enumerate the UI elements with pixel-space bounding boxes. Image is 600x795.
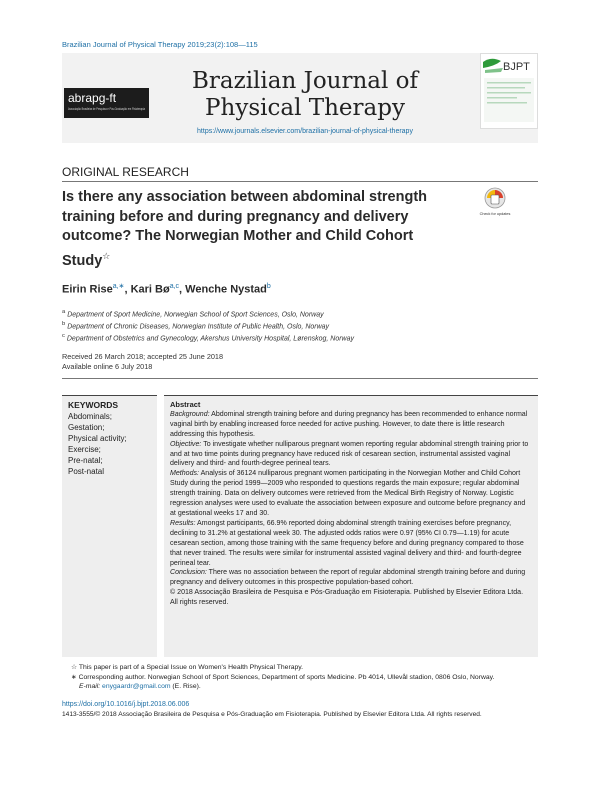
author-affiliation-mark[interactable]: a,c: [169, 283, 180, 290]
keyword-item: Pre-natal;: [68, 456, 103, 465]
abstract-panel: [164, 395, 538, 657]
affiliation-b: [62, 321, 329, 330]
abstract-heading: Abstract: [170, 400, 201, 409]
journal-cover-thumbnail: [480, 53, 538, 129]
keyword-item: Post-natal: [68, 467, 105, 476]
keyword-item: Physical activity;: [68, 434, 127, 443]
footnote-text: This paper is part of a Special Issue on Women's Health Physical Therapy.: [78, 664, 304, 671]
footnote-email: [62, 682, 538, 692]
affiliation-text: Department of Chronic Diseases, Norwegian Institute of Public Health, Oslo, Norway: [67, 323, 330, 331]
abstract-copyright: © 2018 Associação Brasileira de Pesquisa e Pós-Graduação em Fisioterapia. Published by Elsevier Editora Ltda. All rights reserved.: [170, 589, 524, 607]
author-name: Wenche Nystad: [185, 283, 267, 296]
publisher-logo: [64, 88, 149, 118]
author-name: Kari Bø: [130, 283, 170, 296]
footnote-mark: ☆: [71, 664, 78, 671]
journal-title-line1: Brazilian Journal of: [191, 68, 419, 94]
footnote-corresponding-author: [62, 673, 538, 683]
journal-url-link[interactable]: https://www.journals.elsevier.com/brazilian-journal-of-physical-therapy: [197, 128, 413, 135]
abstract-background: [170, 410, 532, 440]
abstract-label: Methods:: [170, 470, 199, 478]
journal-cover-image: [481, 54, 537, 128]
abstract-text: Analysis of 36124 nulliparous pregnant women participating in the Norwegian Mother and Child Cohort Study during the period 1999—2009 who responded to questions regards the main exposure; regular abdominal strength training. Data on delivery outcomes were retrieved from the Medical Birth Registry of Norway. Logistic regression analyses were used to evaluate the association between exposure and outcome before pregnancy and at gestational weeks 17 and 30.: [170, 470, 526, 517]
journal-citation: Brazilian Journal of Physical Therapy 2019;23(2):108—115: [62, 40, 258, 49]
abstract-objective: [170, 440, 532, 470]
abstract-label: Conclusion:: [170, 569, 207, 577]
email-label: E-mail:: [79, 683, 101, 691]
affiliation-key: a: [62, 309, 66, 315]
email-suffix: (E. Rise).: [172, 683, 201, 691]
author-name: Eirin Rise: [62, 283, 113, 296]
keywords-heading: KEYWORDS: [68, 400, 119, 410]
title-footnote-mark: ☆: [102, 250, 111, 261]
article-title-text: Is there any association between abdominal strength training before and during pregnancy and delivery outcome? The Norwegian Mother and Child Cohort Study: [62, 189, 428, 269]
abstract-text: Amongst participants, 66.9% reported doing abdominal strength training exercises before pregnancy, declining to 31.2% at gestational week 30. The adjusted odds ratios were 0.97 (95% CI 0.79—1.19) for acute cesarean section, among those training with the same frequency before and during pregnancy compared to those that never trained. The results were similar for instrumental assisted vaginal delivery and third- and fourth-degree perineal tear.: [170, 519, 524, 567]
journal-title-line2: Physical Therapy: [205, 95, 405, 121]
divider: [62, 378, 538, 379]
available-date: Available online 6 July 2018: [62, 362, 153, 371]
received-date: Received 26 March 2018; accepted 25 June 2018: [62, 352, 224, 361]
affiliation-c: [62, 333, 354, 342]
keyword-item: Gestation;: [68, 423, 105, 432]
author-affiliation-mark[interactable]: b: [266, 283, 271, 290]
abstract-methods: [170, 469, 532, 519]
author-affiliation-mark[interactable]: a,∗: [112, 283, 125, 290]
abstract-label: Background:: [170, 410, 210, 418]
keyword-item: Exercise;: [68, 445, 101, 454]
affiliation-key: c: [62, 333, 65, 339]
affiliation-text: Department of Sport Medicine, Norwegian School of Sport Sciences, Oslo, Norway: [67, 311, 324, 319]
publisher-logo-text: abrapg-ft: [68, 91, 117, 105]
keywords-panel: [62, 395, 157, 657]
footnote-mark: ∗: [71, 673, 77, 681]
copyright-line: 1413-3555/© 2018 Associação Brasileira de Pesquisa e Pós-Graduação em Fisioterapia. Published by Elsevier Editora Ltda. All rights reserved.: [62, 711, 482, 718]
journal-title: [160, 68, 450, 122]
crossmark-icon[interactable]: [480, 187, 510, 221]
footnote-text: Corresponding author. Norwegian School of Sport Sciences, Department of sports Medicine. Pb 4014, Ullevål stadion, 0806 Oslo, Norway.: [78, 673, 495, 681]
article-type: ORIGINAL RESEARCH: [62, 165, 189, 179]
abstract-label: Results:: [170, 519, 196, 527]
affiliation-key: b: [62, 321, 66, 327]
abstract-text: Abdominal strength training before and during pregnancy has been recommended to enhance normal vaginal birth by enabling increased force needed for active pushing. However, to date there is little research addressing this hypothesis.: [170, 410, 528, 438]
publisher-logo-subtitle: Associação Brasileira de Pesquisa e Pós-Graduação em Fisioterapia: [68, 107, 146, 111]
footnotes: [62, 663, 538, 692]
abstract-label: Objective:: [170, 440, 202, 448]
cover-label: BJPT: [503, 61, 530, 73]
footnote-special-issue: [62, 663, 538, 673]
abstract-text: There was no association between the report of regular abdominal strength training before and during pregnancy and delivery outcomes in this prospective population-based cohort.: [170, 569, 526, 587]
author-list: Eirin Rise$^{a,∗}$, Kari Bø$^{a,c}$, Wenche Nystad$^b$: [62, 283, 271, 296]
abstract-conclusion: [170, 568, 532, 588]
doi-link[interactable]: https://doi.org/10.1016/j.bjpt.2018.06.006: [62, 701, 190, 708]
abstract-results: [170, 519, 532, 569]
affiliation-a: [62, 309, 324, 318]
email-link[interactable]: enygaardr@gmail.com: [102, 683, 171, 691]
affiliation-text: Department of Obstetrics and Gynecology, Akershus University Hospital, Lørenskog, Norway: [66, 335, 354, 343]
keyword-item: Abdominals;: [68, 412, 113, 421]
abstract-text: To investigate whether nulliparous pregnant women reporting regular abdominal strength training prior to and at two time points during pregnancy have reduced risk of cesarean section, instrumental assisted vaginal delivery and third- and fourth-degree perineal tears.: [170, 440, 529, 468]
divider: [62, 181, 538, 182]
crossmark-label: Check for updates: [479, 212, 511, 216]
article-title: [62, 188, 462, 271]
